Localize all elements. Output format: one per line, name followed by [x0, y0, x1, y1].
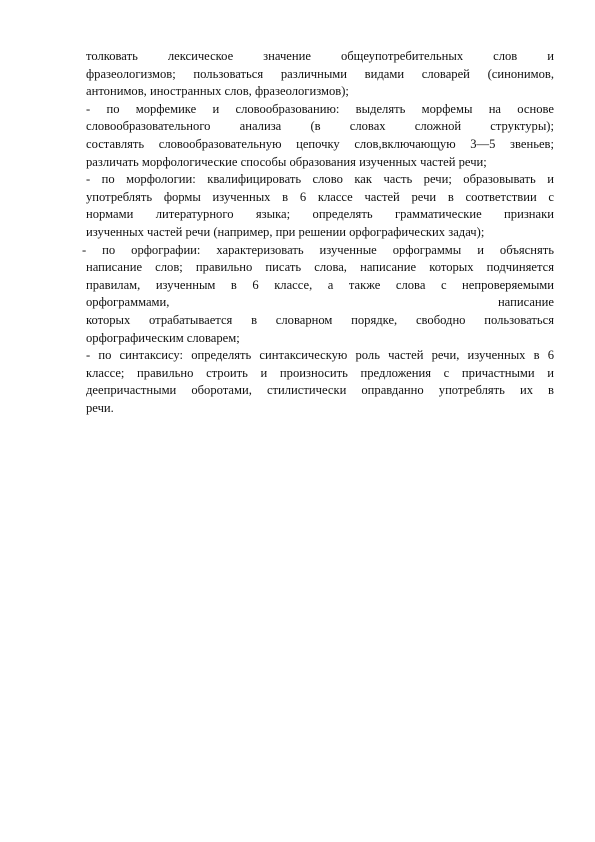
text-line: толковать лексическое значение общеупотребительных слов и [86, 49, 554, 63]
text-line: орфограммами, написание [86, 295, 554, 310]
text-line: которых отрабатывается в словарном порядке, свободно пользоваться [86, 312, 554, 327]
text-line: - по морфемике и словообразованию: выделять морфемы на основе [86, 101, 554, 116]
text-line: изученных частей речи (например, при решении орфографических задач); [86, 224, 485, 239]
text-line: написание слов; правильно писать слова, написание которых подчиняется [86, 260, 554, 275]
text-line: употреблять формы изученных в 6 классе частей речи в соответствии с [86, 189, 554, 204]
text-line: нормами литературного языка; определять грамматические признаки [86, 207, 554, 222]
text-line: составлять словообразовательную цепочку слов,включающую 3—5 звеньев; [86, 136, 554, 151]
text-line: - по морфологии: квалифицировать слово как часть речи; образовывать и [86, 172, 554, 187]
text-line: словообразовательного анализа (в словах сложной структуры); [86, 119, 554, 134]
text-line: правилам, изученным в 6 классе, а также слова с непроверяемыми [86, 277, 554, 292]
text-line: различать морфологические способы образования изученных частей речи; [86, 154, 487, 169]
text-line: деепричастными оборотами, стилистически оправданно употреблять их в [86, 383, 554, 398]
text-line: - по орфографии: характеризовать изученные орфограммы и объяснять [82, 242, 554, 257]
text-line: антонимов, иностранных слов, фразеологизмов); [86, 84, 349, 99]
text-line: орфографическим словарем; [86, 330, 240, 345]
text-line: классе; правильно строить и произносить предложения с причастными и [86, 365, 554, 380]
text-line: речи. [86, 400, 114, 415]
text-line: - по синтаксису: определять синтаксическую роль частей речи, изученных в 6 [86, 348, 554, 363]
text-line: фразеологизмов; пользоваться различными видами словарей (синонимов, [86, 66, 554, 81]
document-body [82, 48, 554, 417]
